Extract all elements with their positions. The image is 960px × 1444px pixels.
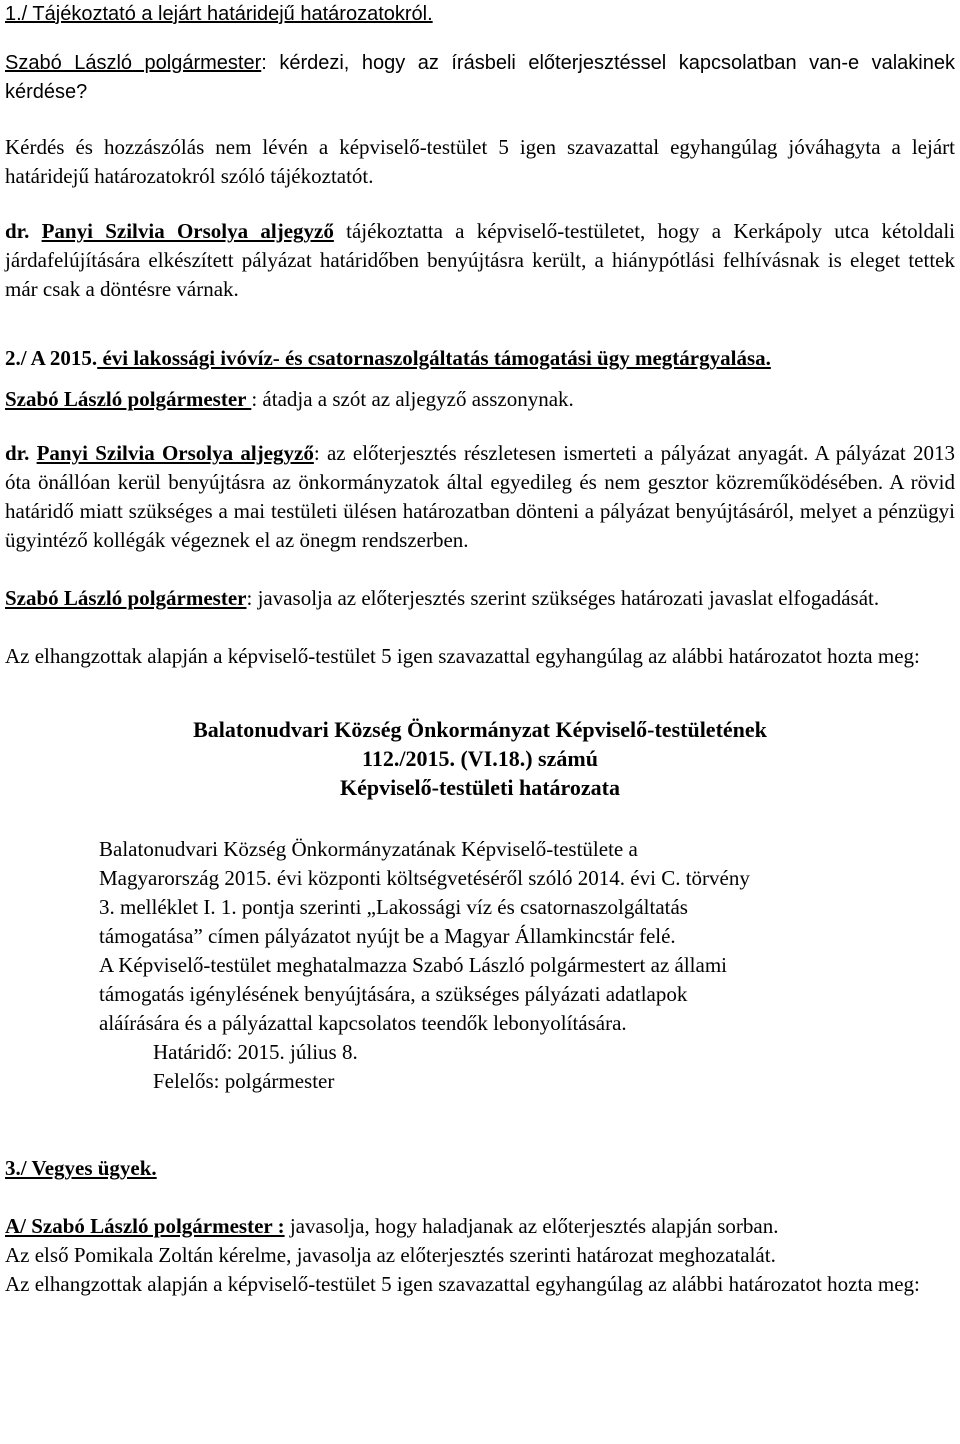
speaker-mayor: Szabó László polgármester (5, 387, 252, 411)
heading-text: évi lakossági ivóvíz- és csatornaszolgáltatás támogatási ügy megtárgyalása. (97, 346, 771, 370)
section1-heading: 1./ Tájékoztató a lejárt határidejű határozatokról. (5, 3, 433, 25)
resolution-line: A Képviselő-testület meghatalmazza Szabó László polgármestert az állami (99, 953, 728, 977)
resolution-line: támogatása” címen pályázatot nyújt be a Magyar Államkincstár felé. (99, 924, 676, 948)
resolution-title-line-1: Balatonudvari Község Önkormányzat Képviselő-testületének (193, 717, 767, 742)
paragraph-text: javasolja, hogy haladjanak az előterjesztés alapján sorban. (284, 1214, 779, 1238)
section2-paragraph-3 (5, 584, 955, 613)
paragraph-text: : javasolja az előterjesztés szerint szükséges határozati javaslat elfogadását. (246, 586, 880, 610)
resolution-body (5, 835, 955, 1096)
section2-paragraph-4: Az elhangzottak alapján a képviselő-testület 5 igen szavazattal egyhangúlag az alábbi határozatot hozta meg: (5, 644, 920, 668)
resolution-responsible: Felelős: polgármester (153, 1069, 335, 1093)
paragraph-text: tájékoztatta a képviselő-testületet, hogy a Kerkápoly utca kétoldali járdafelújítására elkészített pályázat határidőben benyújtásra került, a hiánypótlási felhívásnak is eleget tettek már csak a döntésre várnak. (5, 219, 955, 301)
section3-paragraph-2: Az első Pomikala Zoltán kérelme, javasolja az előterjesztés szerinti határozat meghozatalát. (5, 1243, 776, 1267)
section3-paragraph-1 (5, 1212, 955, 1241)
paragraph-text: : az előterjesztés részletesen ismerteti a pályázat anyagát. A pályázat 2013 óta önállóan kerül benyújtásra az önkormányzatok által egyedileg és nem gesztor közreműködésében. A rövid határidő miatt szükséges a mai testületi ülésen határozatban dönteni a pályázat benyújtásáról, melyet a pénzügyi ügyintéző kollégák végeznek el az önegm rendszerben. (5, 441, 955, 552)
resolution-line: 3. melléklet I. 1. pontja szerinti „Lakossági víz és csatornaszolgáltatás (99, 895, 688, 919)
paragraph-text: : átadja a szót az aljegyző asszonynak. (251, 387, 574, 411)
section2-paragraph-1 (5, 385, 955, 414)
speaker-mayor: Szabó László polgármester (5, 52, 262, 74)
speaker-mayor: Szabó László polgármester (5, 586, 247, 610)
resolution-title-line-2: 112./2015. (VI.18.) számú (362, 746, 598, 771)
section1-paragraph-3 (5, 217, 955, 304)
resolution-line: Magyarország 2015. évi központi költségvetéséről szóló 2014. évi C. törvény (99, 866, 750, 890)
section1-paragraph-1 (5, 49, 955, 107)
document-page (5, 0, 955, 1299)
resolution-line: támogatás igénylésének benyújtására, a szükséges pályázati adatlapok (99, 982, 688, 1006)
heading-prefix: 2./ A 2015. (5, 346, 98, 370)
section2-heading (5, 344, 955, 373)
resolution-deadline: Határidő: 2015. július 8. (153, 1040, 358, 1064)
section3-heading: 3./ Vegyes ügyek. (5, 1156, 157, 1180)
resolution-title-line-3: Képviselő-testületi határozata (339, 775, 621, 800)
paragraph-text: : kérdezi, hogy az írásbeli előterjesztéssel kapcsolatban van-e valakinek kérdése? (5, 52, 955, 103)
speaker-prefix: dr. (5, 219, 30, 243)
speaker-notary: Panyi Szilvia Orsolya aljegyző (36, 441, 314, 465)
section2-paragraph-2 (5, 439, 955, 555)
resolution-title (5, 715, 955, 802)
speaker-mayor: A/ Szabó László polgármester : (5, 1214, 285, 1238)
speaker-notary: Panyi Szilvia Orsolya aljegyző (41, 219, 334, 243)
section1-paragraph-2: Kérdés és hozzászólás nem lévén a képviselő-testület 5 igen szavazattal egyhangúlag jóváhagyta a lejárt határidejű határozatokról szóló tájékoztatót. (5, 135, 955, 188)
section3-paragraph-3: Az elhangzottak alapján a képviselő-testület 5 igen szavazattal egyhangúlag az alábbi határozatot hozta meg: (5, 1272, 920, 1296)
speaker-prefix: dr. (5, 441, 30, 465)
resolution-line: aláírására és a pályázattal kapcsolatos teendők lebonyolítására. (99, 1011, 627, 1035)
resolution-line: Balatonudvari Község Önkormányzatának Képviselő-testülete a (99, 837, 638, 861)
